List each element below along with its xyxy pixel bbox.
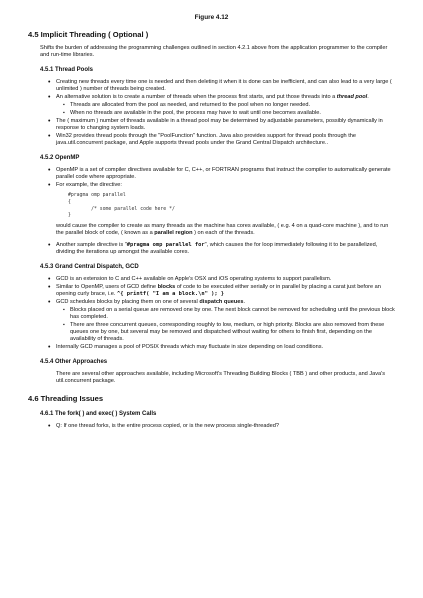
list-item: • Another sample directive is "#pragma omp parallel for", which causes the for loop immediately following it to be parallelized, dividing the iterations up amongst the available cores. bbox=[56, 242, 395, 256]
list-item: • For example, the directive: bbox=[56, 182, 395, 189]
list-item: • Q: If one thread forks, is the entire process copied, or is the new process single-threaded? bbox=[56, 423, 395, 430]
inline-code-pragma-for: #pragma omp parallel for bbox=[126, 241, 205, 248]
thread-pool-sublist bbox=[56, 102, 395, 117]
list-item: • GCD schedules blocks by placing them on one of several dispatch queues. ▪ Blocks placed on a serial queue are removed one by one. The next block cannot be removed for scheduling until the previous block has completed. ▪ There are three concurrent queues, corresponding roughly to low, medium, or high priority. Blocks are also removed from these queues one by one, but several may be removed and dispatched without waiting for others to finish first, depending on the availability of threads. bbox=[56, 299, 395, 343]
openmp-list-2 bbox=[28, 242, 395, 256]
list-item: • Similar to OpenMP, users of GCD define blocks of code to be executed either serially or in parallel by placing a carat just before an opening curly brace, i.e. ^{ printf( "I am a block.\n" ); } bbox=[56, 284, 395, 298]
section-4-6-heading: 4.6 Threading Issues bbox=[28, 394, 104, 404]
list-item: ▪ Blocks placed on a serial queue are removed one by one. The next block cannot be removed for scheduling until the previous block has completed. bbox=[70, 307, 395, 321]
list-item: • GCD is an extension to C and C++ available on Apple's OSX and iOS operating systems to support parallelism. bbox=[56, 276, 395, 283]
section-4-5-intro: Shifts the burden of addressing the programming challenges outlined in section 4.2.1 above from the application programmer to the compiler and run-time libraries. bbox=[40, 45, 388, 59]
dispatch-queue-sublist bbox=[56, 307, 395, 343]
emphasis-blocks: blocks bbox=[157, 284, 176, 291]
emphasis-parallel-region: parallel region bbox=[154, 229, 193, 236]
list-item: ▪ Threads are allocated from the pool as needed, and returned to the pool when no longer needed. bbox=[70, 102, 395, 109]
section-4-5-1-heading: 4.5.1 Thread Pools bbox=[40, 67, 94, 74]
list-item: • OpenMP is a set of compiler directives available for C, C++, or FORTRAN programs that instruct the compiler to automatically generate parallel code where appropriate. bbox=[56, 167, 395, 181]
other-approaches-text: There are several other approaches available, including Microsoft's Threading Building Blocks ( TBB ) and other products, and Java's util.concurrent package. bbox=[56, 371, 386, 385]
list-item: ▪ When no threads are available in the pool, the process may have to wait until one becomes available. bbox=[70, 110, 395, 117]
figure-caption: Figure 4.12 bbox=[194, 14, 229, 21]
list-item: ▪ There are three concurrent queues, corresponding roughly to low, medium, or high priority. Blocks are also removed from these queues one by one, but several may be removed and dispatched without waiting for others to finish first, depending on the availability of threads. bbox=[70, 322, 395, 343]
section-4-6-1-heading: 4.6.1 The fork( ) and exec( ) System Calls bbox=[40, 411, 157, 418]
section-4-5-2-heading: 4.5.2 OpenMP bbox=[40, 155, 80, 162]
list-item: • Win32 provides thread pools through the "PoolFunction" function. Java also provides support for thread pools through the java.util.concurrent package, and Apple supports thread pools under the Grand Central Dispatch architecture.. bbox=[56, 133, 395, 147]
list-item: • Creating new threads every time one is needed and then deleting it when it is done can be inefficient, and can also lead to a very large ( unlimited ) number of threads being created. bbox=[56, 79, 395, 93]
code-block-pragma: #pragma omp parallel { /* some parallel code here */ } bbox=[68, 193, 175, 219]
list-item: • The ( maximum ) number of threads available in a thread pool may be determined by adjustable parameters, possibly dynamically in response to changing system loads. bbox=[56, 118, 395, 132]
list-item: • An alternative solution is to create a number of threads when the process first starts, and put those threads into a thread pool. ▪ Threads are allocated from the pool as needed, and returned to the pool when no longer needed. ▪ When no threads are available in the pool, the process may have to wait until one becomes available. bbox=[56, 94, 395, 116]
openmp-explanation: would cause the compiler to create as many threads as the machine has cores available, ( e.g. 4 on a quad-core machine ), and to run the parallel block of code, ( known as a parallel region ) on each of the threads. bbox=[56, 222, 389, 236]
emphasis-thread-pool: thread pool bbox=[336, 94, 368, 101]
gcd-list bbox=[28, 276, 395, 351]
thread-pools-list bbox=[28, 79, 395, 147]
inline-code-block: ^{ printf( "I am a block.\n" ); } bbox=[116, 291, 225, 298]
openmp-list bbox=[28, 167, 395, 189]
section-4-5-heading: 4.5 Implicit Threading ( Optional ) bbox=[28, 30, 149, 40]
section-4-5-3-heading: 4.5.3 Grand Central Dispatch, GCD bbox=[40, 264, 139, 271]
section-4-5-4-heading: 4.5.4 Other Approaches bbox=[40, 359, 108, 366]
emphasis-dispatch-queues: dispatch queues bbox=[199, 299, 244, 306]
list-item: • Internally GCD manages a pool of POSIX threads which may fluctuate in size depending on load conditions. bbox=[56, 344, 395, 351]
fork-exec-list bbox=[28, 423, 395, 430]
